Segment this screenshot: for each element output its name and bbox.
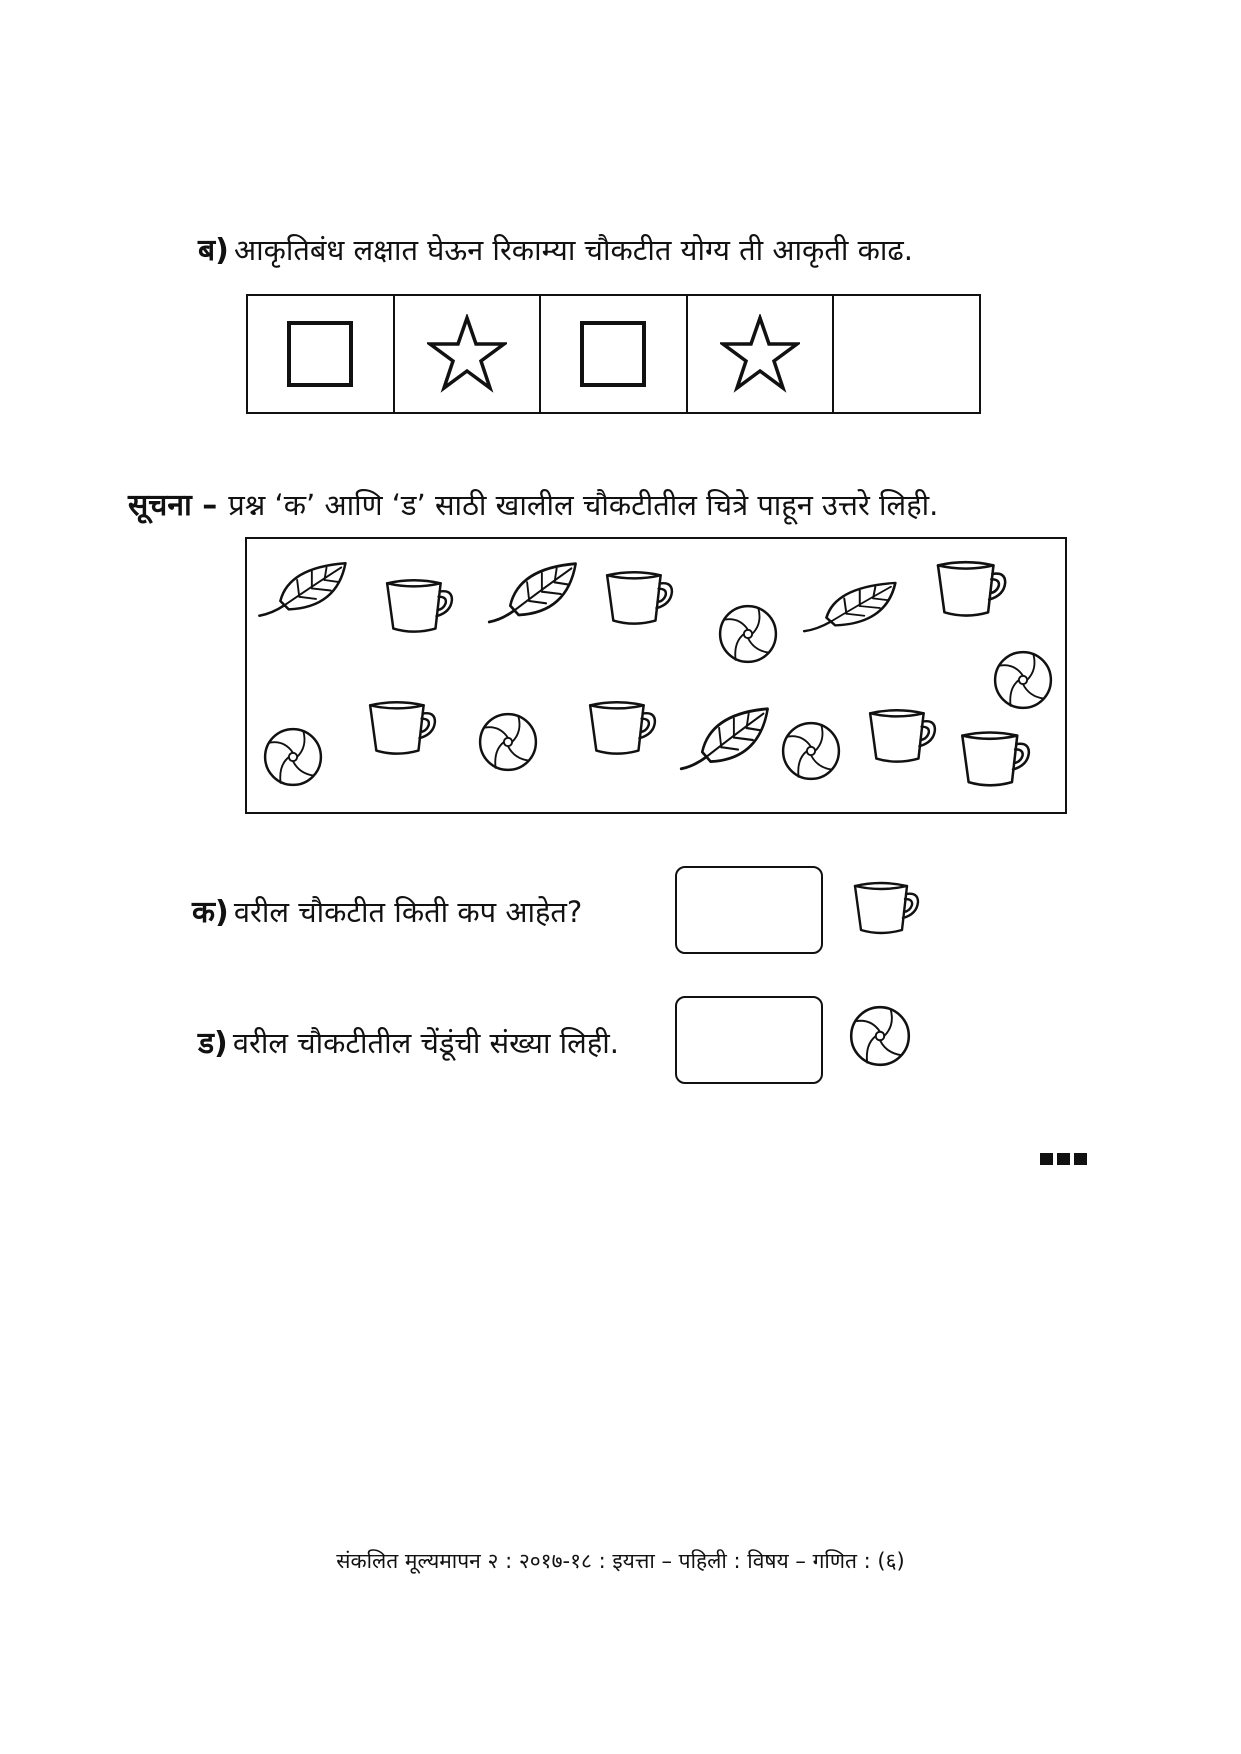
cup-icon (865, 707, 937, 769)
pattern-cell-square (248, 296, 395, 412)
question-b-label: ब) (198, 233, 229, 268)
cup-icon (957, 729, 1031, 793)
question-d-label: ड) (198, 1026, 228, 1061)
star-shape-icon (427, 314, 507, 394)
page-footer: संकलित मूल्यमापन २ : २०१७-१८ : इयत्ता – पहिली : विषय – गणित : (६) (336, 1549, 905, 1573)
ball-icon (477, 711, 539, 773)
leaf-icon (487, 559, 582, 629)
cup-icon (602, 569, 674, 631)
question-d (198, 1021, 619, 1062)
square-shape-icon (578, 319, 648, 389)
instruction-text: प्रश्न ‘क’ आणि ‘ड’ साठी खालील चौकटीतील चित्रे पाहून उत्तरे लिही. (228, 488, 939, 522)
ball-icon (992, 649, 1054, 711)
picture-box (245, 537, 1067, 814)
cup-icon (365, 699, 437, 761)
instruction (128, 483, 938, 524)
cup-icon (585, 699, 657, 761)
cup-icon (382, 577, 454, 639)
instruction-label: सूचना – (128, 488, 218, 523)
ball-icon (717, 603, 779, 665)
question-k-answer-box[interactable] (675, 866, 823, 954)
star-shape-icon (720, 314, 800, 394)
leaf-icon (802, 579, 902, 637)
question-d-answer-box[interactable] (675, 996, 823, 1084)
pattern-cell-square (541, 296, 688, 412)
pattern-cell-star (688, 296, 835, 412)
question-d-text: वरील चौकटीतील चेंडूंची संख्या लिही. (232, 1026, 619, 1060)
leaf-icon (257, 559, 352, 622)
question-k-label: क) (192, 895, 229, 930)
pattern-cell-star (395, 296, 542, 412)
pattern-cell-blank-answer[interactable] (834, 296, 979, 412)
question-k (192, 890, 582, 931)
leaf-icon (679, 704, 774, 776)
end-of-section-marks (1040, 1150, 1091, 1169)
question-b-text: आकृतिबंध लक्षात घेऊन रिकाम्या चौकटीत योग्य ती आकृती काढ. (233, 233, 913, 267)
end-mark (1057, 1153, 1070, 1165)
cup-icon (932, 559, 1008, 623)
ball-icon (848, 1004, 912, 1068)
question-k-text: वरील चौकटीत किती कप आहेत? (233, 895, 583, 929)
end-mark (1074, 1153, 1087, 1165)
square-shape-icon (285, 319, 355, 389)
pattern-strip (246, 294, 981, 414)
ball-icon (780, 720, 842, 782)
question-b (198, 228, 913, 269)
end-mark (1040, 1153, 1053, 1165)
ball-icon (262, 726, 324, 788)
cup-icon (850, 880, 920, 940)
